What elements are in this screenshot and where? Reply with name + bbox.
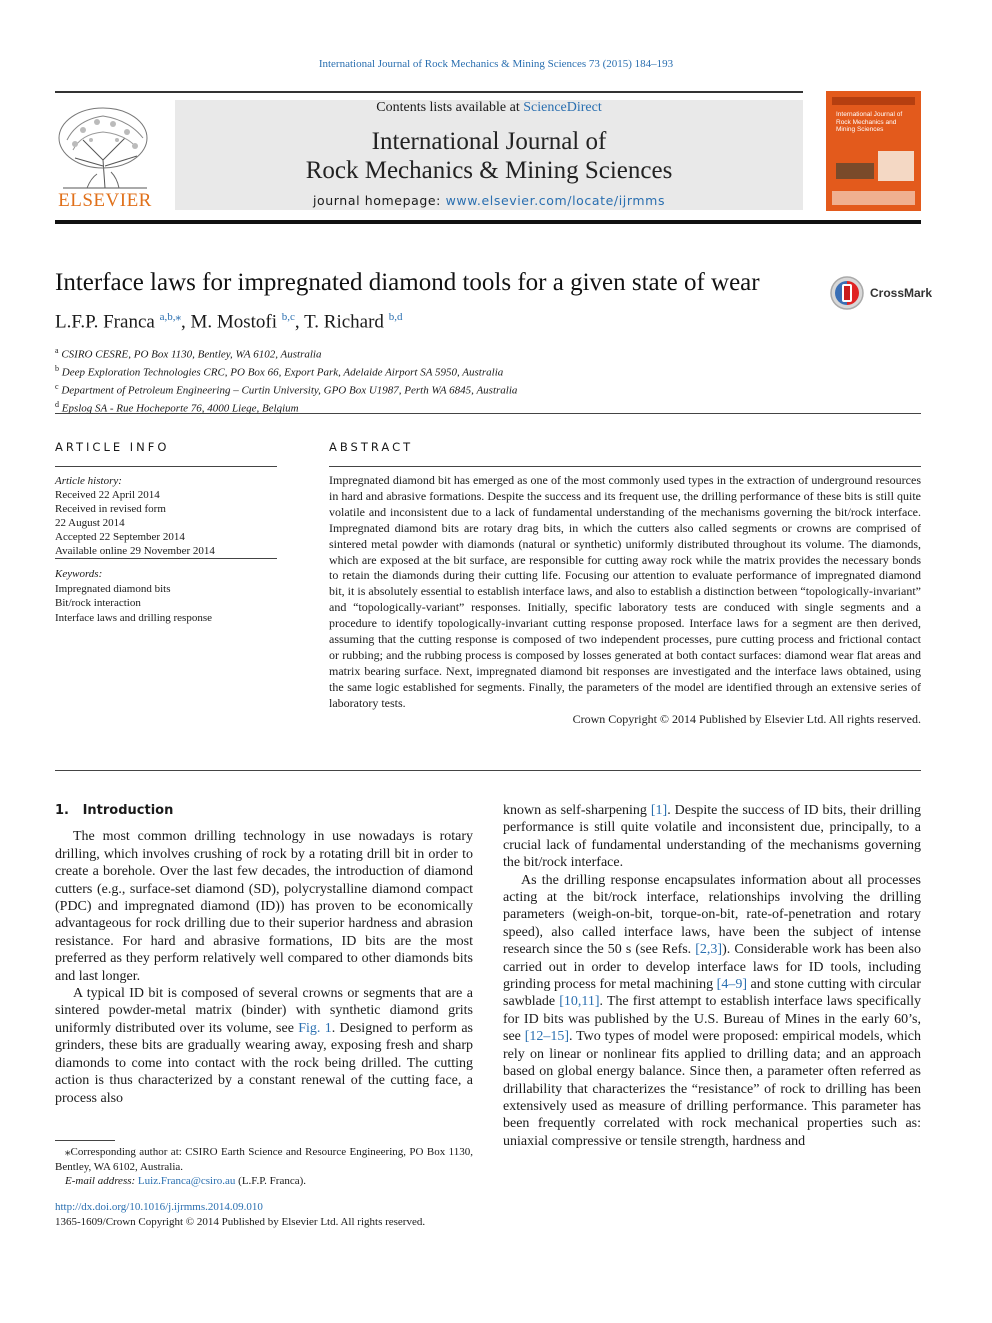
history-item: 22 August 2014 [55, 517, 125, 529]
homepage-prefix: journal homepage: [312, 193, 446, 208]
abstract-copyright: Crown Copyright © 2014 Published by Elsevier Ltd. All rights reserved. [572, 711, 921, 726]
elsevier-wordmark: ELSEVIER [58, 190, 152, 211]
elsevier-logo[interactable] [53, 100, 157, 212]
paragraph-text: . Two types of model were proposed: empirical models, which rely on linear or nonlinear fits applied to drilling data; and an approach based on global energy balance. Since then, a parameter often referred as drillability that characterizes the “resistance” of rock to drilling has been extensively used as measure of drilling performance. This parameter has been frequently correlated with rock mechanical properties such as: uniaxial compressive or tensile strength, hardness and [503, 1029, 921, 1149]
figure-reference-link[interactable]: Fig. 1 [298, 1020, 332, 1036]
body-paragraph: The most common drilling technology in use nowadays is rotary drilling, which involves crushing of rock by a rotating drill bit in order to create a borehole. Over the last few decades, the introduction of diamond cutters (e.g., surface-set diamond (SD), polycrystalline diamond compact (PDC) and impregnated diamond (ID)) has proven to be economically advantageous for rock drilling due to their superior hardness and abrasion resistance. For hard and abrasive formations, ID bits are the most preferred as they perform relatively well compared to other diamonds bits and last longer. [55, 829, 473, 984]
crossmark-badge[interactable] [829, 275, 932, 311]
journal-citation[interactable]: International Journal of Rock Mechanics & Mining Sciences 73 (2015) 184–193 [318, 58, 674, 70]
author-name: L.F.P. Franca [55, 311, 155, 333]
body-column-right [503, 802, 921, 1150]
body-paragraph [503, 802, 921, 872]
journal-homepage [175, 193, 803, 208]
article-info-rule [55, 466, 277, 467]
author-list [55, 310, 402, 333]
affiliation-mark: c [55, 382, 59, 392]
abstract-heading: ABSTRACT [329, 440, 414, 454]
keyword-item: Interface laws and drilling response [55, 611, 212, 624]
paragraph-text: . The first attempt to establish interface laws specifically for ID bits was published by the U.S. Bureau of Mines in the early 60’s, see [503, 994, 921, 1045]
affiliation-item [55, 380, 517, 398]
cover-bottom-band [832, 191, 915, 205]
section-heading [55, 802, 473, 819]
citation-link[interactable]: [12–15] [524, 1029, 570, 1045]
affiliation-text: Deep Exploration Technologies CRC, PO Box 66, Export Park, Adelaide Airport SA 5950, Australia [61, 366, 504, 379]
journal-name-line2: Rock Mechanics & Mining Sciences [305, 157, 673, 184]
citation-link[interactable]: [2,3] [695, 942, 723, 958]
paragraph-text: . Designed to perform as grinders, these bits are gradually wearing away, exposing fresh and sharp diamonds to come into contact with the rock being drilled. The cutting action is thus characterized by a constant renewal of the cutting face, a process also [55, 1020, 473, 1106]
history-item: Received 22 April 2014 [55, 489, 160, 501]
abstract-body [329, 473, 921, 728]
body-paragraph [55, 985, 473, 1107]
contents-line [175, 100, 803, 116]
cover-text-panel [878, 151, 914, 181]
article-info-heading: ARTICLE INFO [55, 440, 170, 454]
paragraph-text: As the drilling response encapsulates information about all processes acting at the bit/rock interface, relationships involving the drilling parameters (weigh-on-bit, torque-on-bit, rate-of-penetration and rotary speed), also called interface laws, have been the subject of intense research since the 50 s (see Refs. [503, 872, 921, 958]
affiliation-text: CSIRO CESRE, PO Box 1130, Bentley, WA 6102, Australia [61, 348, 322, 361]
header-bottom-rule [55, 220, 921, 224]
paragraph-text: and stone cutting with circular sawblade [503, 977, 921, 1010]
history-item: Available online 29 November 2014 [55, 545, 215, 557]
affiliation-mark: b [55, 364, 59, 374]
crossmark-icon [829, 275, 865, 311]
section-number: 1. [55, 803, 69, 818]
affiliation-text: Epslog SA - Rue Hocheporte 76, 4000 Liege, Belgium [61, 403, 299, 416]
journal-cover-thumbnail[interactable] [826, 91, 921, 211]
history-item: Received in revised form [55, 503, 166, 515]
author-name: T. Richard [304, 311, 384, 333]
contents-prefix: Contents lists available at [376, 100, 524, 115]
sciencedirect-link[interactable]: ScienceDirect [523, 100, 602, 115]
footnote [55, 1145, 473, 1189]
abstract-text: Impregnated diamond bit has emerged as one of the most commonly used types in the extraction of underground resources in hard and abrasive formations. Despite the success and its frequent use, the drilling performance of these bits is still quite volatile and inconsistent due to a lack of fundamental understanding of the mechanisms governing the bit/rock interface. Impregnated diamond bits are rotary drag bits, in which the cutters also called segments or crowns are comprised of sintered metal powder with diamonds (natural or synthetic) uniformly distributed throughout its volume. The diamonds, which are exposed at the bit surface, are responsible for cutting away rock while the matrix provides the necessary bonds to retain the diamonds during their cutting life. Focusing our attention to evaluate performance of impregnated diamond bit, it is absolutely essential to establish interface laws, and also to establish a distinction between “topologically-invariant” and “topologically-variant” responses. Initially, specific laboratory tests are conduced with single segments and a procedure to identify topologically-invariant cutting response proposed. Interface laws for a segment are then derived, assuming that the cutting response is composed of two independent processes, pure cutting process and frictional contact or rubbing; and the rubbing process is composed by losses generated at both contact surfaces: diamond wear flat areas and matrix bearing surface. Next, impregnated diamond bit responses are investigated and the interface laws obtained, using the same logic established for segments. Finally, the parameters of the model are identified through an extensive series of laboratory tests. [329, 473, 921, 710]
homepage-link[interactable]: www.elsevier.com/locate/ijrmms [445, 193, 666, 208]
crossmark-label: CrossMark [870, 286, 933, 300]
author-separator: , [180, 311, 191, 333]
section-divider [55, 413, 921, 414]
body-paragraph [503, 872, 921, 1151]
paragraph-text: A typical ID bit is composed of several crowns or segments that are a sintered powder-metal matrix (binder) with synthetic diamond grits uniformly distributed over its volume, see [55, 986, 473, 1036]
affiliation-mark: a [55, 346, 59, 355]
author-affiliation-marks[interactable]: b,d [388, 311, 403, 323]
paragraph-text: ). Considerable work has been also carried out in order to develop interface laws for ID tools, including grinding process for metal machining [503, 942, 921, 993]
cover-title: International Journal of Rock Mechanics and Mining Sciences [836, 111, 903, 133]
history-label: Article history: [55, 475, 122, 487]
header-top-rule [55, 91, 803, 93]
history-item: Accepted 22 September 2014 [55, 531, 185, 543]
affiliation-text: Department of Petroleum Engineering – Curtin University, GPO Box U1987, Perth WA 6845, Australia [61, 384, 518, 397]
keyword-item: Bit/rock interaction [55, 597, 141, 609]
paragraph-text: known as self-sharpening [503, 803, 651, 818]
keywords-label: Keywords: [55, 568, 103, 580]
article-history [55, 474, 215, 558]
doi-link[interactable]: http://dx.doi.org/10.1016/j.ijrmms.2014.09.010 [55, 1201, 263, 1213]
email-link[interactable]: Luiz.Franca@csiro.au [137, 1175, 236, 1187]
affiliation-list [55, 344, 517, 417]
affiliation-mark: d [55, 400, 59, 410]
abstract-bottom-rule [55, 770, 921, 771]
body-column-left [55, 802, 473, 1107]
section-title: Introduction [82, 803, 174, 818]
cover-top-band [832, 97, 915, 105]
author-name: M. Mostofi [190, 311, 278, 333]
email-suffix: (L.F.P. Franca). [235, 1175, 307, 1187]
cover-image [836, 163, 874, 179]
email-note [55, 1174, 473, 1189]
email-label: E-mail address: [65, 1175, 138, 1187]
journal-name-line1: International Journal of [371, 128, 607, 155]
paragraph-text: . Despite the success of ID bits, their drilling performance is still quite volatile and inconsistent due, principally, to a crucial lack of fundamental understanding of the mechanisms governing the bit/rock interface. [503, 803, 921, 871]
article-title: Interface laws for impregnated diamond tools for a given state of wear [55, 269, 760, 296]
issn-copyright: 1365-1609/Crown Copyright © 2014 Published by Elsevier Ltd. All rights reserved. [55, 1216, 426, 1228]
keywords [55, 567, 212, 625]
footnote-rule [55, 1140, 115, 1141]
article-info-rule [55, 558, 277, 559]
citation-link[interactable]: [10,11] [559, 994, 600, 1010]
abstract-rule [329, 466, 921, 467]
author-affiliation-marks[interactable]: b,c [281, 311, 295, 323]
citation-link[interactable]: [1] [650, 803, 668, 818]
citation-link[interactable]: [4–9] [716, 977, 747, 993]
author-affiliation-marks[interactable]: a,b,⁎ [159, 311, 181, 323]
corresponding-author-note: ⁎Corresponding author at: CSIRO Earth Science and Resource Engineering, PO Box 1130, Bentley, WA 6102, Australia. [55, 1146, 473, 1173]
journal-name [175, 127, 803, 185]
affiliation-item [55, 344, 517, 362]
affiliation-item [55, 362, 517, 380]
author-separator: , [294, 311, 305, 333]
keyword-item: Impregnated diamond bits [55, 582, 171, 595]
